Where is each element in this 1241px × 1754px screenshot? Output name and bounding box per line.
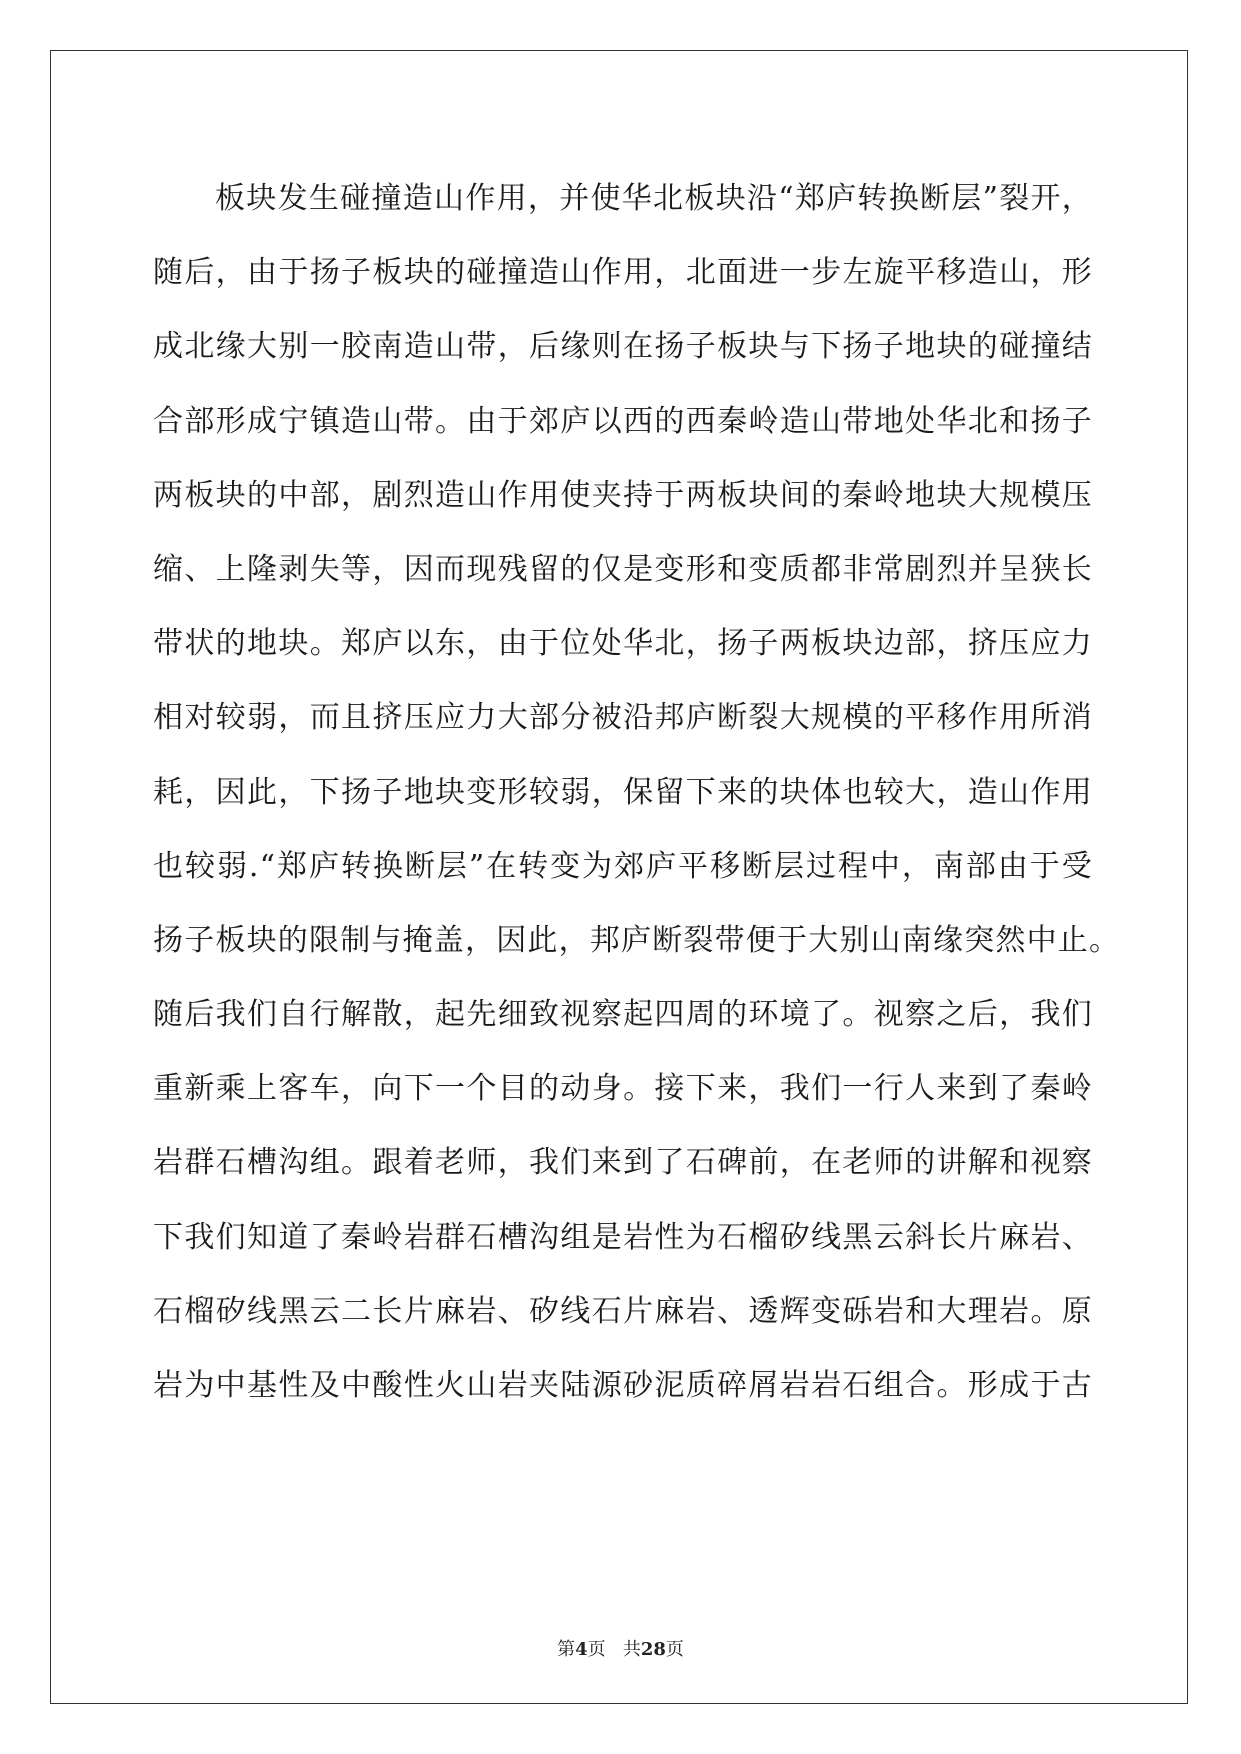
page-total: 28: [640, 1639, 666, 1660]
page-number: 4: [575, 1639, 588, 1660]
text-line: 带状的地块。郑庐以东，由于位处华北，扬子两板块边部，挤压应力: [153, 626, 1093, 662]
text-line: 成北缘大别一胶南造山带，后缘则在扬子板块与下扬子地块的碰撞结: [153, 329, 1093, 365]
text-line: 两板块的中部，剧烈造山作用使夹持于两板块间的秦岭地块大规模压: [153, 477, 1093, 513]
text-line: 下我们知道了秦岭岩群石槽沟组是岩性为石榴矽线黑云斜长片麻岩、: [153, 1219, 1093, 1255]
text-line: 岩群石槽沟组。跟着老师，我们来到了石碑前，在老师的讲解和视察: [153, 1145, 1093, 1181]
text-line: 相对较弱，而且挤压应力大部分被沿邦庐断裂大规模的平移作用所消: [153, 700, 1093, 736]
text-line: 也较弱.“郑庐转换断层”在转变为郊庐平移断层过程中，南部由于受: [153, 848, 1093, 884]
text-line: 耗，因此，下扬子地块变形较弱，保留下来的块体也较大，造山作用: [153, 774, 1093, 810]
text-line: 扬子板块的限制与掩盖，因此，邦庐断裂带便于大别山南缘突然中止。: [153, 922, 1121, 958]
total-prefix: 共: [622, 1639, 641, 1660]
page-suffix: 页: [587, 1639, 606, 1660]
text-line: 合部形成宁镇造山带。由于郊庐以西的西秦岭造山带地处华北和扬子: [153, 403, 1093, 439]
page-prefix: 第: [557, 1639, 576, 1660]
text-line: 随后，由于扬子板块的碰撞造山作用，北面进一步左旋平移造山，形: [153, 255, 1093, 291]
text-line: 岩为中基性及中酸性火山岩夹陆源砂泥质碎屑岩岩石组合。形成于古: [153, 1368, 1093, 1403]
text-line: 缩、上隆剥失等，因而现残留的仅是变形和变质都非常剧烈并呈狭长: [153, 551, 1093, 587]
total-suffix: 页: [665, 1639, 684, 1660]
text-line: 重新乘上客车，向下一个目的动身。接下来，我们一行人来到了秦岭: [153, 1071, 1093, 1107]
text-line: 板块发生碰撞造山作用，并使华北板块沿“郑庐转换断层”裂开，: [215, 181, 1093, 216]
page-footer: [0, 1635, 1241, 1661]
body-text: [153, 162, 1121, 1423]
text-line: 随后我们自行解散，起先细致视察起四周的环境了。视察之后，我们: [153, 997, 1093, 1033]
text-line: 石榴矽线黑云二长片麻岩、矽线石片麻岩、透辉变砾岩和大理岩。原: [153, 1293, 1093, 1329]
